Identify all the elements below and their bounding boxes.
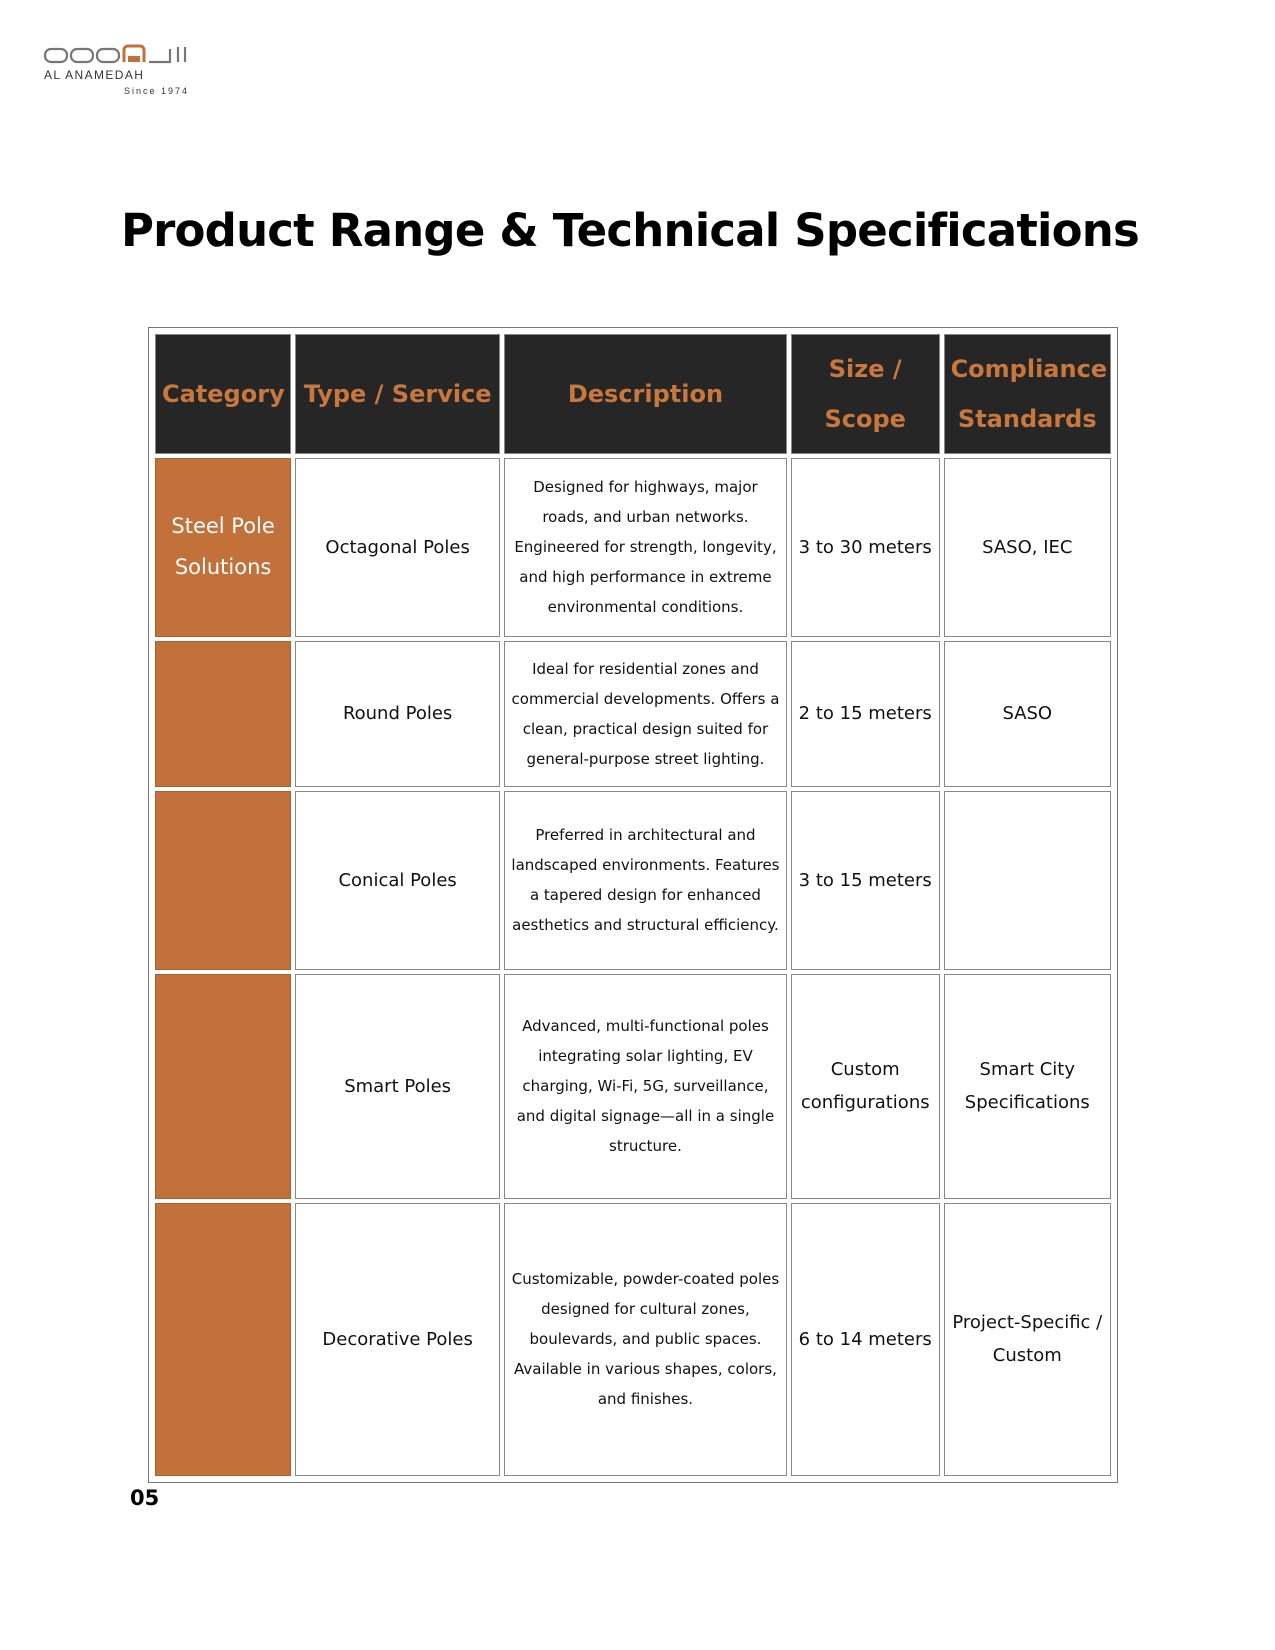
type-cell: Decorative Poles <box>295 1203 500 1476</box>
logo-since: Since 1974 <box>124 86 190 96</box>
type-cell: Octagonal Poles <box>295 458 500 637</box>
header-category: Category <box>155 334 291 454</box>
page-number: 05 <box>130 1486 160 1510</box>
table-row <box>155 1203 1111 1476</box>
size-cell: 3 to 15 meters <box>791 791 940 970</box>
type-cell: Round Poles <box>295 641 500 787</box>
size-cell: Custom configurations <box>791 974 940 1199</box>
category-cell: Steel Pole Solutions <box>155 458 291 637</box>
description-cell: Advanced, multi-functional poles integrating solar lighting, EV charging, Wi-Fi, 5G, surveillance, and digital signage—all in a single structure. <box>504 974 787 1199</box>
compliance-cell: SASO, IEC <box>944 458 1111 637</box>
size-cell: 6 to 14 meters <box>791 1203 940 1476</box>
header-size-scope: Size / Scope <box>791 334 940 454</box>
size-cell: 2 to 15 meters <box>791 641 940 787</box>
header-compliance: Compliance Standards <box>944 334 1111 454</box>
type-cell: Conical Poles <box>295 791 500 970</box>
description-cell: Preferred in architectural and landscaped environments. Features a tapered design for enhanced aesthetics and structural efficiency. <box>504 791 787 970</box>
table-row <box>155 974 1111 1199</box>
compliance-cell: Project-Specific / Custom <box>944 1203 1111 1476</box>
type-cell: Smart Poles <box>295 974 500 1199</box>
compliance-cell <box>944 791 1111 970</box>
header-type-service: Type / Service <box>295 334 500 454</box>
compliance-cell: SASO <box>944 641 1111 787</box>
logo-mark-icon <box>44 44 189 68</box>
category-cell-empty <box>155 1203 291 1476</box>
category-cell-empty <box>155 974 291 1199</box>
category-cell-empty <box>155 641 291 787</box>
logo-wordmark: AL ANAMEDAH <box>44 68 145 82</box>
spec-table-frame <box>148 327 1118 1483</box>
table-row <box>155 458 1111 637</box>
page-title: Product Range & Technical Specifications <box>120 204 1140 257</box>
company-logo <box>44 44 194 100</box>
description-cell: Ideal for residential zones and commercial developments. Offers a clean, practical design suited for general-purpose street lighting. <box>504 641 787 787</box>
table-row <box>155 791 1111 970</box>
spec-table <box>151 330 1115 1480</box>
category-cell-empty <box>155 791 291 970</box>
header-description: Description <box>504 334 787 454</box>
table-header-row <box>155 334 1111 454</box>
description-cell: Designed for highways, major roads, and urban networks. Engineered for strength, longevity, and high performance in extreme environmental conditions. <box>504 458 787 637</box>
compliance-cell: Smart City Specifications <box>944 974 1111 1199</box>
table-row <box>155 641 1111 787</box>
size-cell: 3 to 30 meters <box>791 458 940 637</box>
description-cell: Customizable, powder-coated poles designed for cultural zones, boulevards, and public spaces. Available in various shapes, colors, and finishes. <box>504 1203 787 1476</box>
